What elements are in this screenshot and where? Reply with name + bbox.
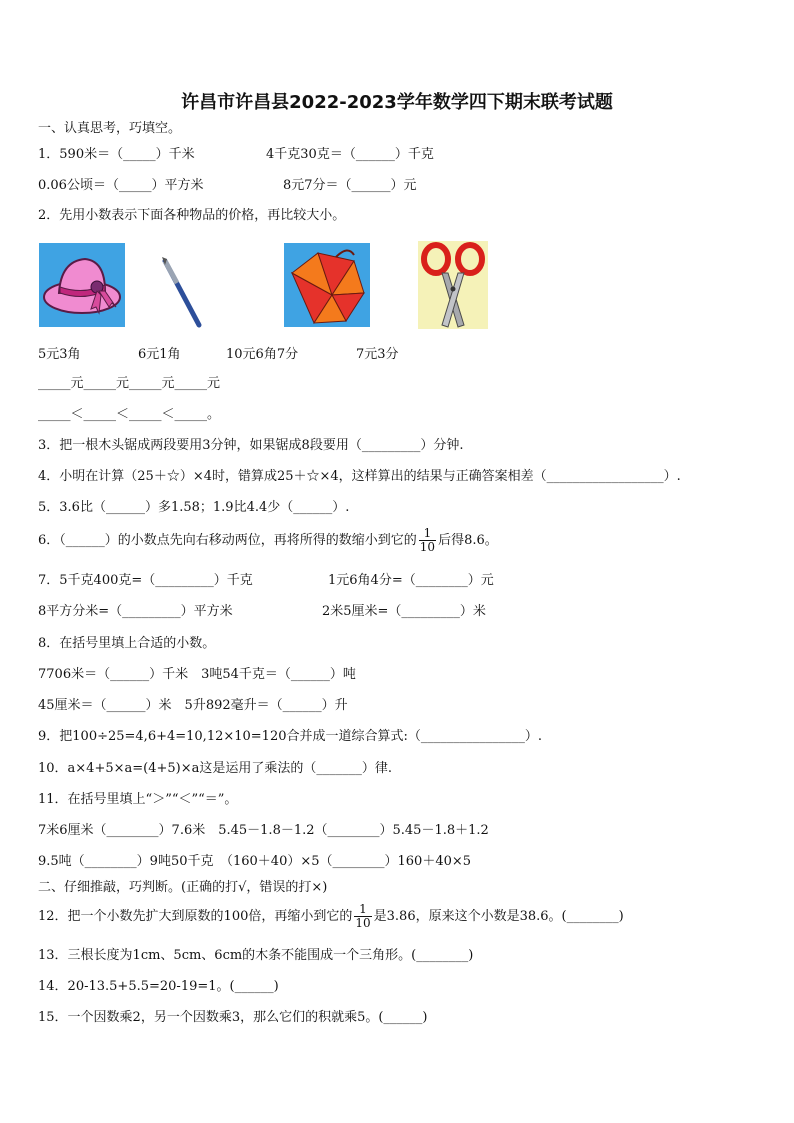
question-8b: 45厘米＝（______）米 5升892毫升＝（______）升 xyxy=(38,698,348,713)
page-title: 许昌市许昌县2022-2023学年数学四下期末联考试题 xyxy=(181,92,613,113)
fraction-numerator: 1 xyxy=(419,527,436,541)
question-6-tail: 后得8.6。 xyxy=(438,533,498,548)
price-scissors: 7元3分 xyxy=(356,347,399,362)
section-heading-1: 一、认真思考，巧填空。 xyxy=(38,121,182,136)
price-umbrella: 10元6角7分 xyxy=(226,347,299,362)
section-heading-2: 二、仔细推敲，巧判断。(正确的打√，错误的打×) xyxy=(38,880,328,895)
question-11: 11．在括号里填上“＞”“＜”“＝”。 xyxy=(38,792,238,807)
question-12 xyxy=(38,902,624,932)
question-7a: 7．5千克400克=（_________）千克 xyxy=(38,573,253,588)
question-4: 4．小明在计算（25＋☆）×4时，错算成25＋☆×4，这样算出的结果与正确答案相差（__________________）. xyxy=(38,469,681,484)
question-8: 8．在括号里填上合适的小数。 xyxy=(38,636,216,651)
hat-image xyxy=(39,243,125,327)
fraction-numerator-2: 1 xyxy=(354,903,371,917)
question-12-text: 12．把一个小数先扩大到原数的100倍，再缩小到它的 xyxy=(38,909,353,924)
question-7d: 2米5厘米=（_________）米 xyxy=(322,604,486,619)
question-10: 10．a×4+5×a=(4+5)×a这是运用了乘法的（_______）律. xyxy=(38,761,393,776)
question-1c: 0.06公顷＝（_____）平方米 xyxy=(38,178,204,193)
question-15: 15．一个因数乘2，另一个因数乘3，那么它们的积就乘5。(______) xyxy=(38,1010,428,1025)
question-9: 9．把100÷25=4,6+4=10,12×10=120合并成一道综合算式:（________________）. xyxy=(38,729,543,744)
question-2: 2．先用小数表示下面各种物品的价格，再比较大小。 xyxy=(38,208,346,223)
question-5: 5．3.6比（______）多1.58；1.9比4.4少（______）. xyxy=(38,500,350,515)
question-2-compare: _____＜_____＜_____＜_____。 xyxy=(38,407,221,422)
question-1b: 4千克30克＝（______）千克 xyxy=(266,147,434,162)
question-11a: 7米6厘米（________）7.6米 5.45－1.8－1.2（________）5.45－1.8＋1.2 xyxy=(38,823,489,838)
question-1a: 1．590米＝（_____）千米 xyxy=(38,147,195,162)
question-7b: 1元6角4分=（________）元 xyxy=(328,573,494,588)
fraction-denominator-2: 10 xyxy=(355,916,371,930)
fraction-one-tenth-2 xyxy=(354,903,371,930)
question-7c: 8平方分米=（_________）平方米 xyxy=(38,604,233,619)
question-12-tail: 是3.86，原来这个小数是38.6。(________) xyxy=(373,909,624,924)
question-6-text: 6．（______）的小数点先向右移动两位，再将所得的数缩小到它的 xyxy=(38,533,417,548)
fraction-denominator: 10 xyxy=(419,540,436,554)
question-1d: 8元7分＝（______）元 xyxy=(283,178,417,193)
question-14: 14．20-13.5+5.5=20-19=1。(______) xyxy=(38,979,279,994)
question-8a: 7706米＝（______）千米 3吨54千克＝（______）吨 xyxy=(38,667,356,682)
question-11b: 9.5吨（________）9吨50千克 （160＋40）×5（________）160＋40×5 xyxy=(38,854,472,869)
question-6 xyxy=(38,526,498,556)
fraction-one-tenth xyxy=(419,527,436,554)
umbrella-image xyxy=(284,243,370,327)
pen-image xyxy=(155,257,205,329)
question-13: 13．三根长度为1cm、5cm、6cm的木条不能围成一个三角形。(________) xyxy=(38,948,474,963)
price-hat: 5元3角 xyxy=(38,347,81,362)
question-3: 3．把一根木头锯成两段要用3分钟，如果锯成8段要用（_________）分钟. xyxy=(38,438,464,453)
price-pen: 6元1角 xyxy=(138,347,181,362)
question-2-blanks: _____元_____元_____元_____元 xyxy=(38,376,221,391)
scissors-image xyxy=(418,241,488,329)
